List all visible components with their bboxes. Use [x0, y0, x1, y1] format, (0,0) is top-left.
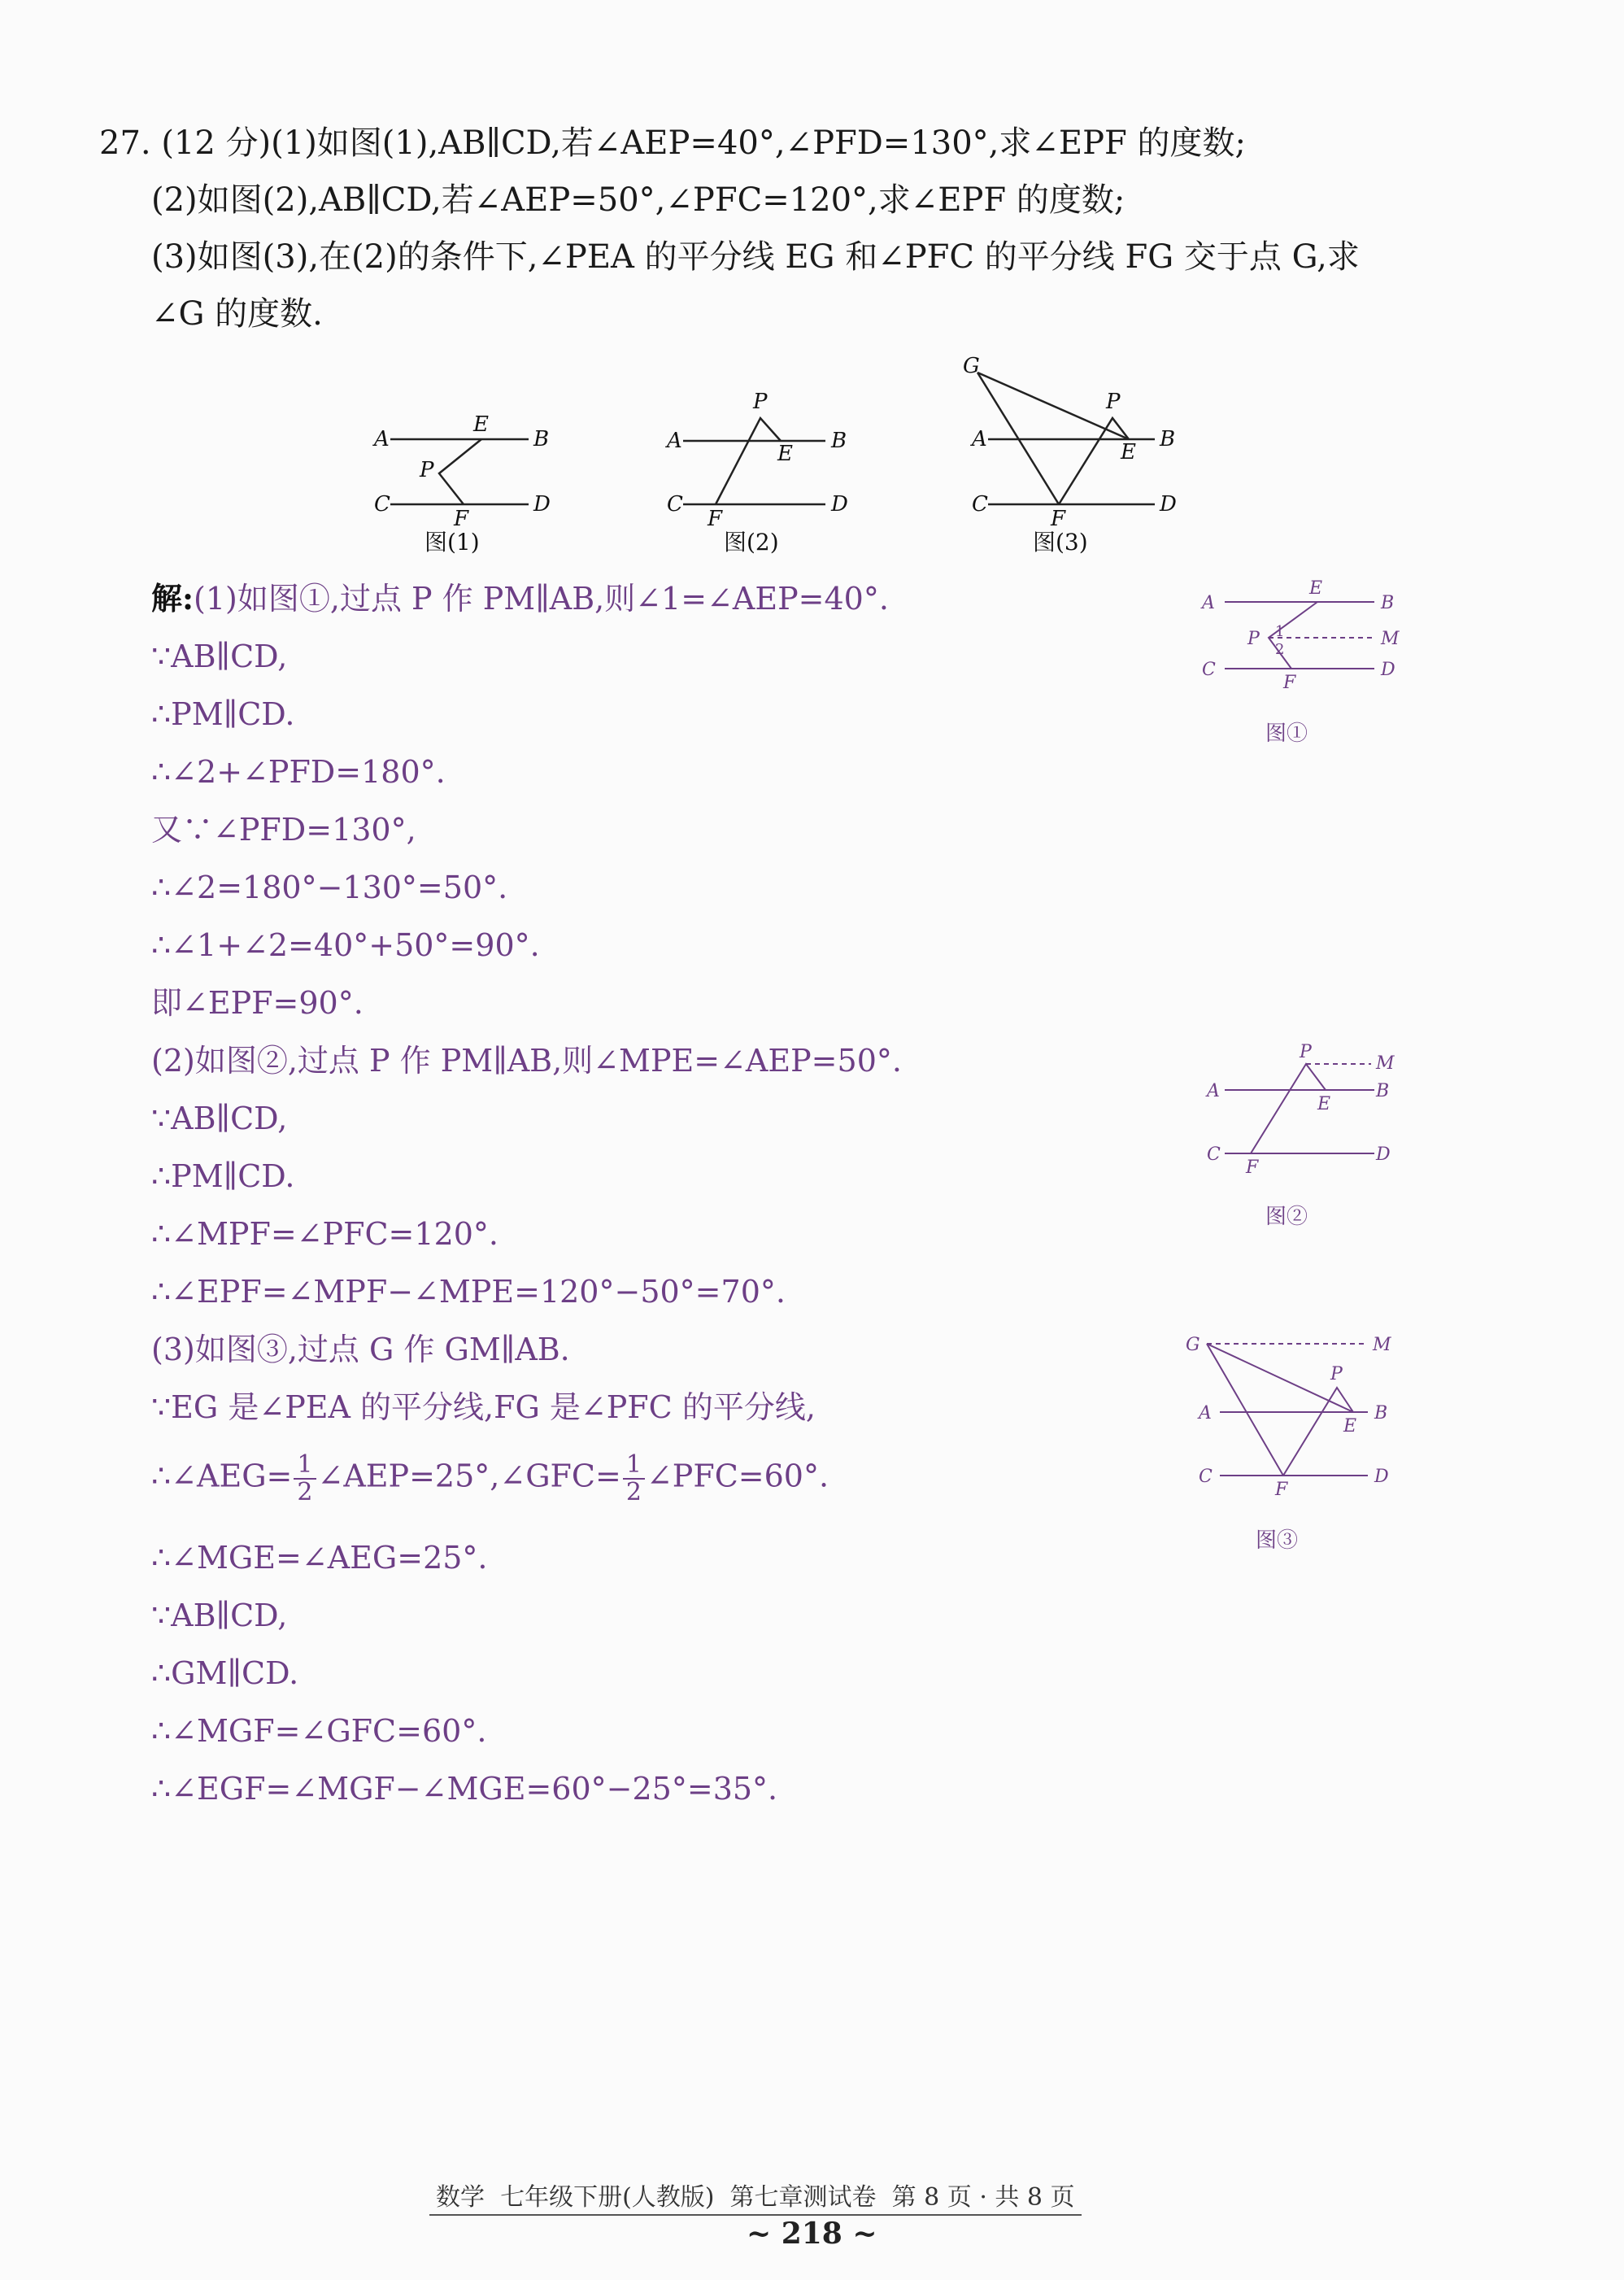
sfig3-caption: 图③ — [1256, 1528, 1299, 1553]
sfig3-label-p: P — [1330, 1364, 1343, 1384]
frac-prefix: ∴∠AEG= — [151, 1458, 293, 1494]
frac-suffix: ∠PFC=60°. — [646, 1458, 829, 1494]
sfig2-caption: 图② — [1265, 1205, 1308, 1229]
solution-line-7: ∴∠1+∠2=40°+50°=90°. — [151, 927, 540, 963]
sfig3-label-f: F — [1275, 1480, 1288, 1500]
solution-line-14: (3)如图③,过点 G 作 GM∥AB. — [151, 1332, 570, 1367]
fig2-label-p: P — [753, 390, 768, 414]
fig3-caption: 图(3) — [1033, 529, 1088, 556]
fig3-label-g: G — [963, 354, 980, 378]
sfig3-label-g: G — [1186, 1335, 1200, 1355]
sfig3-label-a: A — [1199, 1403, 1212, 1423]
solution-lead: 解: — [151, 580, 194, 617]
solution-line-18: ∴GM∥CD. — [151, 1655, 299, 1691]
solution-line-15: ∵EG 是∠PEA 的平分线,FG 是∠PFC 的平分线, — [151, 1389, 816, 1425]
sfig2-label-p: P — [1300, 1042, 1312, 1062]
fig2-label-a: A — [667, 429, 682, 453]
solution-line-5: 又∵∠PFD=130°, — [151, 812, 416, 848]
sfig1-label-p: P — [1247, 629, 1260, 649]
solution-line-13: ∴∠EPF=∠MPF−∠MPE=120°−50°=70°. — [151, 1274, 786, 1310]
question-line-4: ∠G 的度数. — [151, 295, 323, 333]
solution-line-8: 即∠EPF=90°. — [151, 985, 364, 1021]
solution-line-11: ∴PM∥CD. — [151, 1158, 295, 1194]
solution-line-20: ∴∠EGF=∠MGF−∠MGE=60°−25°=35°. — [151, 1771, 778, 1807]
fig1-label-p: P — [420, 458, 434, 482]
solution-line-10: ∵AB∥CD, — [151, 1101, 288, 1136]
fig3-label-a: A — [972, 427, 987, 451]
sfig3-label-b: B — [1374, 1403, 1388, 1423]
fig3-label-b: B — [1160, 427, 1176, 451]
question-line-3: (3)如图(3),在(2)的条件下,∠PEA 的平分线 EG 和∠PFC 的平分线 FG 交于点 G,求 — [151, 238, 1360, 276]
sfig2-label-e: E — [1317, 1094, 1331, 1114]
solution-line-9: (2)如图②,过点 P 作 PM∥AB,则∠MPE=∠AEP=50°. — [151, 1043, 902, 1079]
sfig1-label-a: A — [1202, 593, 1215, 613]
fig1-label-f: F — [454, 507, 469, 531]
sfig2-label-c: C — [1207, 1144, 1221, 1165]
sfig1-label-e: E — [1309, 578, 1323, 599]
sfig3-line-gf — [1207, 1344, 1283, 1476]
sfig3-label-m: M — [1373, 1335, 1391, 1355]
fig1-label-a: A — [374, 427, 390, 451]
sfig1-caption: 图① — [1265, 721, 1308, 746]
fig1-label-e: E — [473, 412, 489, 437]
solution-line-6: ∴∠2=180°−130°=50°. — [151, 870, 508, 905]
fig3-label-f: F — [1051, 507, 1066, 531]
fig3-label-c: C — [972, 492, 988, 517]
sfig3-label-c: C — [1199, 1467, 1213, 1487]
solution-fraction-line — [151, 1452, 829, 1506]
solution-line-3: ∴PM∥CD. — [151, 696, 295, 732]
sfig1-label-d: D — [1381, 660, 1395, 680]
fig2-path-fpe — [716, 418, 781, 504]
fig3-label-d: D — [1160, 492, 1177, 517]
solution-line-1 — [151, 580, 889, 617]
fraction-half-1: $\frac{1}{2}$ — [294, 1452, 316, 1506]
solution-figure-3 — [1179, 1318, 1415, 1562]
fraction-half-2: $\frac{1}{2}$ — [623, 1452, 645, 1506]
sfig2-label-m: M — [1376, 1053, 1395, 1074]
fig2-label-d: D — [831, 492, 848, 517]
solution-figure-1 — [1195, 569, 1415, 756]
solution-figure-2 — [1195, 1033, 1415, 1236]
sfig2-path-fpe — [1251, 1064, 1326, 1153]
fig3-path-fpe — [1059, 418, 1129, 504]
question-line-2: (2)如图(2),AB∥CD,若∠AEP=50°,∠PFC=120°,求∠EPF 的度数; — [151, 181, 1125, 219]
solution-line-2: ∵AB∥CD, — [151, 639, 288, 674]
page-number: ~ 218 ~ — [747, 2217, 877, 2251]
fig2-label-c: C — [667, 492, 683, 517]
sfig2-label-b: B — [1376, 1081, 1390, 1101]
fig1-label-c: C — [374, 492, 390, 517]
sfig3-label-d: D — [1374, 1467, 1389, 1487]
sfig1-label-1: 1 — [1275, 623, 1285, 640]
sfig1-label-b: B — [1381, 593, 1395, 613]
fig2-label-b: B — [831, 429, 847, 453]
footer-info: 数学 七年级下册(人教版) 第七章测试卷 第 8 页 · 共 8 页 — [429, 2177, 1082, 2216]
problem-figures — [358, 350, 1204, 561]
fig1-path-epf — [439, 439, 481, 504]
fig1-caption: 图(1) — [425, 529, 480, 556]
frac-mid: ∠AEP=25°,∠GFC= — [317, 1458, 621, 1494]
sfig1-label-c: C — [1202, 660, 1216, 680]
fig3-label-e: E — [1121, 440, 1136, 464]
fig1-label-d: D — [533, 492, 551, 517]
solution-line-16: ∴∠MGE=∠AEG=25°. — [151, 1540, 488, 1576]
sfig2-label-d: D — [1376, 1144, 1391, 1165]
solution-line-12: ∴∠MPF=∠PFC=120°. — [151, 1216, 499, 1252]
fig1-label-b: B — [533, 427, 550, 451]
fig3-label-p: P — [1106, 390, 1121, 414]
sfig2-label-a: A — [1207, 1081, 1220, 1101]
sfig1-label-2: 2 — [1275, 641, 1285, 658]
sfig2-label-f: F — [1246, 1157, 1259, 1178]
question-line-1: 27. (12 分)(1)如图(1),AB∥CD,若∠AEP=40°,∠PFD=130°,求∠EPF 的度数; — [99, 124, 1246, 162]
solution-text-1: (1)如图①,过点 P 作 PM∥AB,则∠1=∠AEP=40°. — [194, 581, 889, 617]
solution-line-19: ∴∠MGF=∠GFC=60°. — [151, 1713, 487, 1749]
solution-line-4: ∴∠2+∠PFD=180°. — [151, 754, 446, 790]
fig2-label-e: E — [777, 442, 793, 466]
fig2-caption: 图(2) — [724, 529, 779, 556]
solution-line-17: ∵AB∥CD, — [151, 1598, 288, 1633]
fig2-label-f: F — [708, 507, 723, 531]
sfig3-label-e: E — [1343, 1416, 1357, 1436]
sfig1-label-f: F — [1283, 673, 1296, 693]
sfig1-label-m: M — [1381, 629, 1400, 649]
